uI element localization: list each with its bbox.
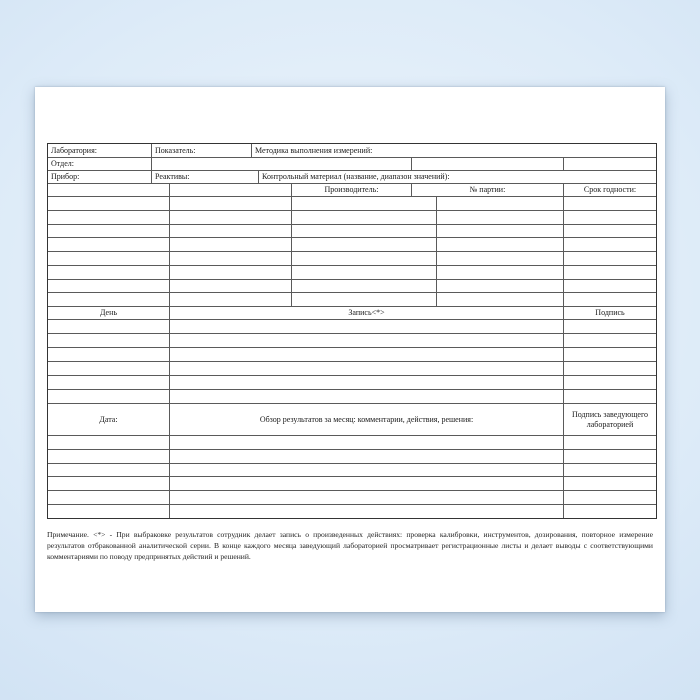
month-review-empty-rows — [48, 463, 656, 477]
table-cell — [291, 280, 436, 293]
control-material-empty-rows — [48, 196, 656, 210]
table-cell — [563, 390, 656, 403]
control-material-empty-rows — [48, 265, 656, 279]
label-measurement-method: Методика выполнения измерений: — [251, 144, 656, 157]
department-value-cell — [411, 158, 563, 170]
table-cell — [169, 238, 291, 251]
label-control-material: Контрольный материал (название, диапазон значений): — [258, 171, 656, 183]
table-cell — [48, 362, 169, 375]
document-page — [35, 87, 665, 612]
table-cell — [291, 252, 436, 265]
table-cell — [436, 225, 563, 238]
table-cell — [169, 184, 291, 196]
month-review-empty-rows — [48, 504, 656, 518]
row-day-header — [48, 306, 656, 319]
table-cell — [563, 376, 656, 389]
table-cell — [169, 225, 291, 238]
table-cell — [563, 450, 656, 463]
control-material-empty-rows — [48, 292, 656, 306]
control-material-empty-rows — [48, 279, 656, 293]
table-cell — [48, 280, 169, 293]
table-cell — [48, 225, 169, 238]
table-cell — [48, 436, 169, 449]
label-record: Запись<*> — [169, 307, 563, 319]
table-cell — [291, 266, 436, 279]
table-cell — [169, 348, 563, 361]
table-cell — [563, 252, 656, 265]
table-cell — [48, 505, 169, 518]
table-cell — [436, 197, 563, 210]
table-cell — [48, 477, 169, 490]
table-cell — [169, 252, 291, 265]
table-cell — [291, 238, 436, 251]
label-day: День — [99, 308, 118, 318]
label-date: Дата: — [99, 414, 118, 424]
day-record-empty-rows — [48, 347, 656, 361]
table-cell — [563, 348, 656, 361]
table-cell — [563, 362, 656, 375]
table-cell — [563, 266, 656, 279]
table-cell — [169, 376, 563, 389]
table-cell — [563, 436, 656, 449]
day-record-empty-rows — [48, 361, 656, 375]
table-cell — [563, 280, 656, 293]
table-cell — [563, 477, 656, 490]
table-cell — [169, 280, 291, 293]
label-head-signature: Подпись заведующего лабораторией — [563, 404, 656, 435]
table-cell — [436, 293, 563, 306]
control-material-empty-rows — [48, 251, 656, 265]
table-cell — [291, 197, 436, 210]
table-cell — [48, 464, 169, 477]
table-cell — [291, 225, 436, 238]
table-cell — [169, 266, 291, 279]
label-expiry-date: Срок годности: — [563, 184, 656, 196]
table-cell — [169, 320, 563, 333]
control-material-empty-rows — [48, 224, 656, 238]
table-cell — [436, 211, 563, 224]
table-cell — [169, 334, 563, 347]
label-manufacturer: Производитель: — [291, 184, 411, 196]
department-value-cell — [563, 158, 656, 170]
table-cell — [563, 225, 656, 238]
department-value-cell — [151, 158, 411, 170]
table-cell — [48, 252, 169, 265]
table-cell — [563, 293, 656, 306]
row-department — [48, 157, 656, 170]
label-batch-number: № партии: — [411, 184, 563, 196]
table-cell — [169, 491, 563, 504]
table-cell — [563, 211, 656, 224]
table-cell — [48, 348, 169, 361]
table-cell — [169, 450, 563, 463]
table-cell — [563, 238, 656, 251]
table-cell — [48, 184, 169, 196]
table-cell — [169, 197, 291, 210]
label-department: Отдел: — [51, 159, 75, 169]
table-cell — [563, 197, 656, 210]
table-cell — [48, 197, 169, 210]
table-cell — [291, 211, 436, 224]
table-cell — [563, 505, 656, 518]
table-cell — [48, 266, 169, 279]
label-signature: Подпись — [563, 307, 656, 319]
table-cell — [48, 491, 169, 504]
table-cell — [169, 436, 563, 449]
table-cell — [436, 238, 563, 251]
day-record-empty-rows — [48, 375, 656, 389]
table-cell — [169, 390, 563, 403]
row-manufacturer-header — [48, 183, 656, 196]
table-cell — [169, 362, 563, 375]
table-cell — [48, 390, 169, 403]
row-month-review-header — [48, 403, 656, 435]
table-cell — [436, 266, 563, 279]
month-review-empty-rows — [48, 476, 656, 490]
table-cell — [48, 293, 169, 306]
table-cell — [169, 477, 563, 490]
table-cell — [48, 376, 169, 389]
table-cell — [563, 491, 656, 504]
form-table — [47, 143, 657, 519]
table-cell — [169, 211, 291, 224]
label-indicator: Показатель: — [151, 144, 251, 157]
table-cell — [291, 293, 436, 306]
control-material-empty-rows — [48, 210, 656, 224]
table-cell — [169, 464, 563, 477]
month-review-empty-rows — [48, 449, 656, 463]
table-cell — [48, 334, 169, 347]
table-cell — [48, 320, 169, 333]
month-review-empty-rows — [48, 435, 656, 449]
table-cell — [169, 293, 291, 306]
control-material-empty-rows — [48, 237, 656, 251]
footnote: Примечание. <*> - При выбраковке результатов сотрудник делает запись о произведенных действиях: проверка калибровки, инструментов, дозирования, повторное измерение результатов отбракованной аналитической серии. В конце каждого месяца заведующий лабораторией просматривает регистрационные листы и делает выводы с соответствующими комментариями по поводу предпринятых действий и решений. — [47, 530, 653, 561]
table-cell — [436, 280, 563, 293]
table-cell — [436, 252, 563, 265]
day-record-empty-rows — [48, 333, 656, 347]
table-cell — [48, 238, 169, 251]
table-cell — [169, 505, 563, 518]
table-cell — [563, 334, 656, 347]
label-laboratory: Лаборатория: — [51, 145, 97, 155]
row-lab-method — [48, 144, 656, 157]
month-review-empty-rows — [48, 490, 656, 504]
day-record-empty-rows — [48, 319, 656, 333]
table-cell — [48, 450, 169, 463]
label-device: Прибор: — [51, 172, 80, 182]
row-device-reagents — [48, 170, 656, 183]
table-cell — [563, 320, 656, 333]
table-cell — [563, 464, 656, 477]
label-reagents: Реактивы: — [151, 171, 258, 183]
table-cell — [48, 211, 169, 224]
day-record-empty-rows — [48, 389, 656, 403]
label-month-review: Обзор результатов за месяц: комментарии, действия, решения: — [169, 404, 563, 435]
